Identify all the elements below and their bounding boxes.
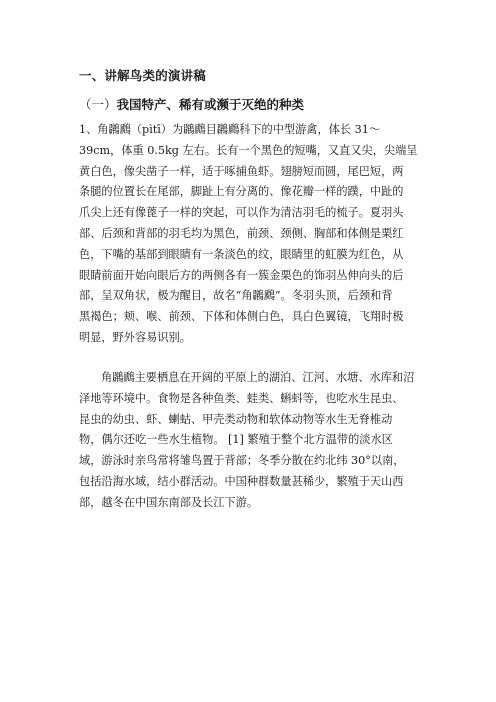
paragraph-line: 爪尖上还有像蓖子一样的突起，可以作为清洁羽毛的梳子。夏羽头	[79, 206, 404, 220]
paragraph-line: 部，呈双角状，极为醒目，故名“角鸊鷉”。冬羽头顶，后颈和背	[79, 289, 393, 303]
paragraph-line: 黑褐色；颊、喉、前颈、下体和体侧白色，具白色翼镜，飞翔时极	[79, 310, 404, 324]
paragraph-line: 昆虫的幼虫、虾、蝲蛄、甲壳类动物和软体动物等水生无脊椎动	[79, 412, 393, 426]
subsection-title: 我国特产、稀有或濒于灭绝的种类	[116, 97, 305, 112]
paragraph-line: 泽地等环境中。食物是各种鱼类、蛙类、蝌蚪等，也吃水生昆虫、	[79, 391, 404, 405]
paragraph-line: 物，偶尔还吃一些水生植物。 [1] 繁殖于整个北方温带的淡水区	[79, 433, 393, 447]
section-heading: 一、讲解鸟类的演讲稿	[79, 68, 207, 83]
paragraph-line: 部，越冬在中国东南部及长江下游。	[79, 495, 259, 509]
paragraph-line: 眼睛前面开始向眼后方的两侧各有一簇金栗色的饰羽丛伸向头的后	[79, 268, 404, 282]
paragraph-line: 明显，野外容易识别。	[79, 330, 191, 344]
subsection-heading	[79, 95, 304, 113]
paragraph-description	[79, 120, 419, 349]
paragraph-line: 域，游泳时亲鸟常将雏鸟置于背部；冬季分散在约北纬 30°以南，	[79, 454, 405, 468]
paragraph-line: 黄白色，像尖凿子一样，适于啄捕鱼虾。翅膀短而圆，尾巴短，两	[79, 164, 404, 178]
paragraph-habitat	[79, 368, 419, 514]
paragraph-line: 条腿的位置长在尾部，脚趾上有分离的、像花瓣一样的蹼，中趾的	[79, 185, 404, 199]
paragraph-line: 39cm，体重 0.5kg 左右。长有一个黑色的短嘴，又直又尖，尖端呈	[79, 143, 418, 157]
paragraph-line: 角鸊鷉主要栖息在开阔的平原上的湖泊、江河、水塘、水库和沼	[101, 371, 415, 384]
paragraph-line: 色，下嘴的基部到眼睛有一条淡色的纹，眼睛里的虹膜为红色，从	[79, 247, 404, 261]
paragraph-line: 1、角鸊鷉（pìtī）为鸊鷉目鸊鷉科下的中型游禽，体长 31～	[79, 123, 381, 136]
subsection-number: （一）	[79, 97, 117, 112]
paragraph-line: 包括沿海水域，结小群活动。中国种群数量甚稀少，繁殖于天山西	[79, 474, 404, 488]
paragraph-line: 部、后颈和背部的羽毛均为黑色，前颈、颈侧、胸部和体侧是栗红	[79, 226, 404, 240]
